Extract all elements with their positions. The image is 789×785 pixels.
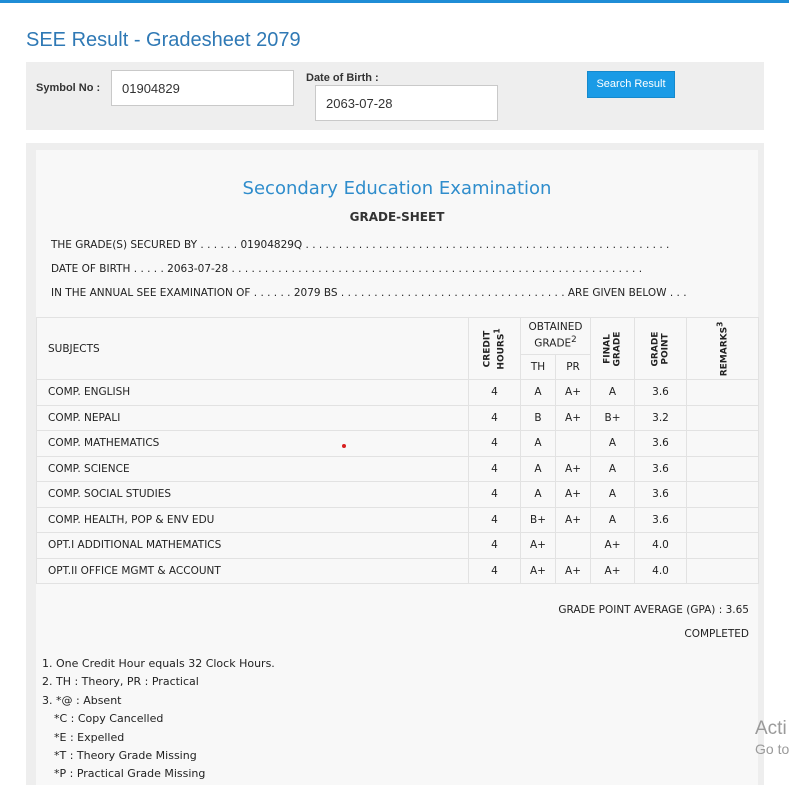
- red-dot-marker: [342, 444, 346, 448]
- cell-subject: OPT.II OFFICE MGMT & ACCOUNT: [37, 558, 469, 584]
- table-row: [37, 456, 759, 482]
- table-row: [37, 507, 759, 533]
- cell-grade-point: 3.6: [635, 431, 687, 457]
- cell-th-grade: A: [521, 456, 556, 482]
- cell-final-grade: B+: [591, 405, 635, 431]
- cell-final-grade: A: [591, 380, 635, 406]
- student-symbol-line: THE GRADE(S) SECURED BY . . . . . . 01904829Q . . . . . . . . . . . . . . . . . . . . . . . . . . . . . . . . . . . . . . . . . . . . . . . . . . . . . . .: [51, 239, 670, 251]
- cell-th-grade: B+: [521, 507, 556, 533]
- cell-final-grade: A: [591, 431, 635, 457]
- col-header-obtained-grade: OBTAINED GRADE$^2$: [521, 318, 591, 355]
- symbol-input[interactable]: [111, 70, 294, 106]
- cell-remarks: [687, 456, 759, 482]
- symbol-label: Symbol No :: [36, 82, 101, 94]
- dob-input[interactable]: [315, 85, 498, 121]
- cell-remarks: [687, 507, 759, 533]
- col-header-remarks: REMARKS$^3$: [687, 318, 759, 380]
- cell-pr-grade: [556, 533, 591, 559]
- cell-remarks: [687, 380, 759, 406]
- grades-table: [36, 317, 759, 584]
- cell-credit-hours: 4: [469, 507, 521, 533]
- cell-final-grade: A: [591, 507, 635, 533]
- table-row: [37, 380, 759, 406]
- cell-subject: COMP. MATHEMATICS: [37, 431, 469, 457]
- table-row: [37, 558, 759, 584]
- grades-table-body: [37, 380, 759, 584]
- grades-table-wrapper: [36, 317, 758, 584]
- table-row: [37, 431, 759, 457]
- cell-credit-hours: 4: [469, 380, 521, 406]
- cell-grade-point: 3.6: [635, 456, 687, 482]
- cell-th-grade: A+: [521, 558, 556, 584]
- cell-grade-point: 3.6: [635, 380, 687, 406]
- footnote-line: *P : Practical Grade Missing: [54, 767, 206, 781]
- result-status: COMPLETED: [684, 628, 749, 640]
- cell-credit-hours: 4: [469, 558, 521, 584]
- student-dob-line: DATE OF BIRTH . . . . . 2063-07-28 . . . . . . . . . . . . . . . . . . . . . . . . . . . . . . . . . . . . . . . . . . . . . . . . . . . . . . . . . . . . . .: [51, 263, 643, 275]
- cell-th-grade: A+: [521, 533, 556, 559]
- col-header-th: TH: [521, 355, 556, 380]
- cell-remarks: [687, 482, 759, 508]
- gpa-summary: GRADE POINT AVERAGE (GPA) : 3.65: [558, 604, 749, 616]
- cell-credit-hours: 4: [469, 431, 521, 457]
- activate-windows-watermark: Acti Go to: [755, 718, 789, 757]
- exam-title: Secondary Education Examination: [242, 178, 552, 199]
- cell-th-grade: A: [521, 380, 556, 406]
- cell-final-grade: A+: [591, 558, 635, 584]
- cell-pr-grade: A+: [556, 456, 591, 482]
- top-accent-bar: [0, 0, 789, 3]
- exam-year-line: IN THE ANNUAL SEE EXAMINATION OF . . . . . . 2079 BS . . . . . . . . . . . . . . . . . . . . . . . . . . . . . . . . . . ARE GIVEN BELOW . . .: [51, 287, 687, 299]
- cell-subject: COMP. SCIENCE: [37, 456, 469, 482]
- footnote-line: *E : Expelled: [54, 730, 125, 744]
- cell-remarks: [687, 533, 759, 559]
- cell-credit-hours: 4: [469, 456, 521, 482]
- search-result-button[interactable]: Search Result: [587, 71, 675, 98]
- cell-grade-point: 3.6: [635, 507, 687, 533]
- footnote-line: 2. TH : Theory, PR : Practical: [42, 675, 199, 689]
- cell-final-grade: A: [591, 456, 635, 482]
- table-row: [37, 482, 759, 508]
- cell-th-grade: A: [521, 482, 556, 508]
- cell-subject: COMP. SOCIAL STUDIES: [37, 482, 469, 508]
- cell-remarks: [687, 558, 759, 584]
- cell-final-grade: A: [591, 482, 635, 508]
- footnotes: [42, 655, 275, 784]
- cell-subject: OPT.I ADDITIONAL MATHEMATICS: [37, 533, 469, 559]
- footnote-line: 1. One Credit Hour equals 32 Clock Hours.: [42, 657, 275, 670]
- col-header-grade-point: GRADE POINT: [635, 318, 687, 380]
- cell-subject: COMP. ENGLISH: [37, 380, 469, 406]
- cell-remarks: [687, 405, 759, 431]
- col-header-subjects: SUBJECTS: [37, 318, 469, 380]
- cell-grade-point: 4.0: [635, 533, 687, 559]
- gradesheet-heading: GRADE-SHEET: [349, 210, 445, 224]
- cell-subject: COMP. HEALTH, POP & ENV EDU: [37, 507, 469, 533]
- cell-th-grade: A: [521, 431, 556, 457]
- footnote-line: *C : Copy Cancelled: [54, 712, 164, 726]
- cell-grade-point: 3.2: [635, 405, 687, 431]
- cell-pr-grade: A+: [556, 558, 591, 584]
- cell-credit-hours: 4: [469, 482, 521, 508]
- page-title: SEE Result - Gradesheet 2079: [26, 29, 301, 51]
- cell-th-grade: B: [521, 405, 556, 431]
- cell-final-grade: A+: [591, 533, 635, 559]
- cell-pr-grade: A+: [556, 482, 591, 508]
- cell-remarks: [687, 431, 759, 457]
- cell-pr-grade: [556, 431, 591, 457]
- cell-pr-grade: A+: [556, 380, 591, 406]
- cell-pr-grade: A+: [556, 405, 591, 431]
- table-row: [37, 405, 759, 431]
- cell-grade-point: 4.0: [635, 558, 687, 584]
- col-header-pr: PR: [556, 355, 591, 380]
- cell-subject: COMP. NEPALI: [37, 405, 469, 431]
- col-header-final-grade: FINAL GRADE: [591, 318, 635, 380]
- cell-credit-hours: 4: [469, 405, 521, 431]
- cell-grade-point: 3.6: [635, 482, 687, 508]
- cell-pr-grade: A+: [556, 507, 591, 533]
- cell-credit-hours: 4: [469, 533, 521, 559]
- col-header-credit-hours: CREDIT HOURS$^1$: [469, 318, 521, 380]
- dob-label: Date of Birth :: [306, 72, 379, 84]
- footnote-line: *T : Theory Grade Missing: [54, 749, 197, 763]
- footnote-line: 3. *@ : Absent: [42, 693, 122, 707]
- table-row: [37, 533, 759, 559]
